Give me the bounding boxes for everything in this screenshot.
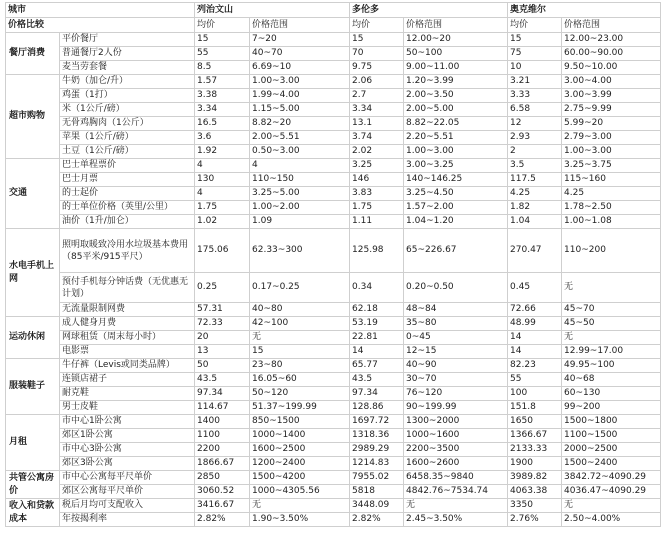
toronto-range: 1.57~2.00 (404, 201, 508, 215)
richmond-hill-avg: 1400 (195, 415, 250, 429)
category-label: 水电手机上网 (6, 229, 60, 317)
oakville-range: 3.25~3.75 (562, 159, 661, 173)
richmond-hill-avg: 1.75 (195, 201, 250, 215)
richmond-hill-range: 1.00~2.00 (250, 201, 350, 215)
toronto-avg: 125.98 (350, 229, 404, 273)
toronto-avg: 128.86 (350, 401, 404, 415)
oakville-range: 12.99~17.00 (562, 345, 661, 359)
richmond-hill-range: 1.09 (250, 215, 350, 229)
item-label: 牛仔裤（Levis或同类品牌） (60, 359, 195, 373)
oakville-range: 2.75~9.99 (562, 103, 661, 117)
richmond-hill-avg: 20 (195, 331, 250, 345)
oakville-avg: 4063.38 (508, 485, 562, 499)
item-label: 巴士单程票价 (60, 159, 195, 173)
oakville-avg: 75 (508, 47, 562, 61)
toronto-avg: 2.06 (350, 75, 404, 89)
toronto-range: 6458.35~9840 (404, 471, 508, 485)
oakville-avg: 14 (508, 331, 562, 345)
table-row (6, 61, 661, 75)
oakville-range: 2.79~3.00 (562, 131, 661, 145)
richmond-hill-avg: 50 (195, 359, 250, 373)
richmond-hill-avg: 1.92 (195, 145, 250, 159)
richmond-hill-range: 0.50~3.00 (250, 145, 350, 159)
richmond-hill-range: 1.99~4.00 (250, 89, 350, 103)
item-label: 耐克鞋 (60, 387, 195, 401)
richmond-hill-range: 42~100 (250, 317, 350, 331)
toronto-range: 65~226.67 (404, 229, 508, 273)
oakville-avg: 82.23 (508, 359, 562, 373)
oakville-range: 49.95~100 (562, 359, 661, 373)
richmond-hill-range: 50~120 (250, 387, 350, 401)
table-row (6, 331, 661, 345)
oakville-avg: 72.66 (508, 303, 562, 317)
richmond-hill-range: 1000~1400 (250, 429, 350, 443)
toronto-avg: 13.1 (350, 117, 404, 131)
toronto-range: 2.00~3.50 (404, 89, 508, 103)
table-row (6, 33, 661, 47)
richmond-hill-avg: 1.02 (195, 215, 250, 229)
richmond-hill-avg: 130 (195, 173, 250, 187)
richmond-hill-range: 6.69~10 (250, 61, 350, 75)
table-row (6, 173, 661, 187)
toronto-avg: 70 (350, 47, 404, 61)
toronto-range: 48~84 (404, 303, 508, 317)
category-label: 服装鞋子 (6, 359, 60, 415)
oakville-range: 1.78~2.50 (562, 201, 661, 215)
oakville-avg: 151.8 (508, 401, 562, 415)
toronto-range: 3.00~3.25 (404, 159, 508, 173)
table-row (6, 415, 661, 429)
oakville-range: 3842.72~4090.29 (562, 471, 661, 485)
item-label: 无骨鸡胸肉（1公斤） (60, 117, 195, 131)
richmond-hill-avg: 1100 (195, 429, 250, 443)
richmond-hill-range: 1600~2500 (250, 443, 350, 457)
item-label: 鸡蛋（1打） (60, 89, 195, 103)
oakville-range: 9.50~10.00 (562, 61, 661, 75)
toronto-avg: 65.77 (350, 359, 404, 373)
oakville-avg: 6.58 (508, 103, 562, 117)
table-row (6, 513, 661, 527)
toronto-avg: 14 (350, 345, 404, 359)
richmond-hill-avg: 1866.67 (195, 457, 250, 471)
richmond-hill-avg: 3060.52 (195, 485, 250, 499)
oakville-range: 40~68 (562, 373, 661, 387)
toronto-range: 2.00~5.00 (404, 103, 508, 117)
richmond-hill-avg: 15 (195, 33, 250, 47)
toronto-range: 4842.76~7534.74 (404, 485, 508, 499)
toronto-range: 50~100 (404, 47, 508, 61)
toronto-range: 0~45 (404, 331, 508, 345)
item-label: 市中心公寓每平尺单价 (60, 471, 195, 485)
richmond-hill-range: 40~70 (250, 47, 350, 61)
table-row (6, 429, 661, 443)
oakville-range: 无 (562, 331, 661, 345)
item-label: 普通餐厅2人份 (60, 47, 195, 61)
item-label: 郊区公寓每平尺单价 (60, 485, 195, 499)
oakville-range: 45~50 (562, 317, 661, 331)
toronto-avg: 7955.02 (350, 471, 404, 485)
richmond-hill-range: 1.00~3.00 (250, 75, 350, 89)
table-row (6, 401, 661, 415)
oakville-range: 无 (562, 273, 661, 303)
oakville-avg: 48.99 (508, 317, 562, 331)
richmond-hill-range: 51.37~199.99 (250, 401, 350, 415)
toronto-avg: 3.83 (350, 187, 404, 201)
toronto-range: 1.00~3.00 (404, 145, 508, 159)
richmond-hill-range: 1.90~3.50% (250, 513, 350, 527)
richmond-hill-avg: 43.5 (195, 373, 250, 387)
oakville-range: 3.00~4.00 (562, 75, 661, 89)
oakville-avg: 2.93 (508, 131, 562, 145)
city-label: 城市 (6, 3, 195, 18)
table-row (6, 359, 661, 373)
richmond-hill-avg: 4 (195, 187, 250, 201)
toronto-avg: 2.7 (350, 89, 404, 103)
oakville-avg: 55 (508, 373, 562, 387)
table-row (6, 373, 661, 387)
oakville-range: 1500~2400 (562, 457, 661, 471)
oakville-avg: 4.25 (508, 187, 562, 201)
oakville-avg: 3350 (508, 499, 562, 513)
richmond-hill-range: 无 (250, 499, 350, 513)
toronto-range: 140~146.25 (404, 173, 508, 187)
oakville-avg: 100 (508, 387, 562, 401)
toronto-range: 2200~3500 (404, 443, 508, 457)
table-row (6, 317, 661, 331)
toronto-range: 1.04~1.20 (404, 215, 508, 229)
table-row (6, 303, 661, 317)
city-oakville: 奥克维尔 (508, 3, 661, 18)
oakville-avg: 0.45 (508, 273, 562, 303)
toronto-range: 76~120 (404, 387, 508, 401)
oakville-avg: 12 (508, 117, 562, 131)
table-row (6, 499, 661, 513)
toronto-avg: 2.02 (350, 145, 404, 159)
oakville-range: 1100~1500 (562, 429, 661, 443)
table-row (6, 145, 661, 159)
oakville-avg: 1.82 (508, 201, 562, 215)
table-row (6, 387, 661, 401)
item-label: 预付手机每分钟话费（无优惠无计划） (60, 273, 195, 303)
oakville-range: 4.25 (562, 187, 661, 201)
richmond-hill-range: 4 (250, 159, 350, 173)
toronto-range: 无 (404, 499, 508, 513)
oakville-avg: 2 (508, 145, 562, 159)
oakville-range: 110~200 (562, 229, 661, 273)
table-row (6, 471, 661, 485)
table-row (6, 117, 661, 131)
item-label: 男士皮鞋 (60, 401, 195, 415)
price-comparison-table (5, 2, 661, 527)
item-label: 平价餐厅 (60, 33, 195, 47)
toronto-range: 2.45~3.50% (404, 513, 508, 527)
oakville-range: 45~70 (562, 303, 661, 317)
richmond-hill-range: 40~80 (250, 303, 350, 317)
oakville-range: 3.00~3.99 (562, 89, 661, 103)
item-label: 米（1公斤/磅） (60, 103, 195, 117)
richmond-hill-range: 3.25~5.00 (250, 187, 350, 201)
richmond-hill-range: 0.17~0.25 (250, 273, 350, 303)
oakville-range: 60~130 (562, 387, 661, 401)
item-label: 巴士月票 (60, 173, 195, 187)
richmond-hill-avg: 114.67 (195, 401, 250, 415)
table-row (6, 47, 661, 61)
table-row (6, 187, 661, 201)
richmond-hill-avg: 2200 (195, 443, 250, 457)
item-label: 电影票 (60, 345, 195, 359)
richmond-hill-range: 1.15~5.00 (250, 103, 350, 117)
item-label: 土豆（1公斤/磅） (60, 145, 195, 159)
item-label: 网球租赁（周末每小时） (60, 331, 195, 345)
toronto-range: 12.00~20 (404, 33, 508, 47)
item-label: 照明取暖致冷用水垃圾基本费用（85平米/915平尺） (60, 229, 195, 273)
richmond-hill-range: 1200~2400 (250, 457, 350, 471)
toronto-avg: 1318.36 (350, 429, 404, 443)
table-row (6, 273, 661, 303)
richmond-hill-range: 2.00~5.51 (250, 131, 350, 145)
richmond-hill-range: 1500~4200 (250, 471, 350, 485)
richmond-hill-range: 16.05~60 (250, 373, 350, 387)
item-label: 郊区3卧公寓 (60, 457, 195, 471)
oakville-avg: 14 (508, 345, 562, 359)
toronto-avg: 43.5 (350, 373, 404, 387)
toronto-avg: 9.75 (350, 61, 404, 75)
header-row-cities (6, 3, 661, 18)
oakville-avg: 3.21 (508, 75, 562, 89)
avg-label: 均价 (195, 18, 250, 33)
table-row (6, 457, 661, 471)
toronto-avg: 15 (350, 33, 404, 47)
richmond-hill-avg: 8.5 (195, 61, 250, 75)
richmond-hill-range: 110~150 (250, 173, 350, 187)
oakville-avg: 1.04 (508, 215, 562, 229)
oakville-range: 1500~1800 (562, 415, 661, 429)
item-label: 牛奶（加仑/升） (60, 75, 195, 89)
item-label: 市中心1卧公寓 (60, 415, 195, 429)
toronto-range: 8.82~22.05 (404, 117, 508, 131)
oakville-range: 99~200 (562, 401, 661, 415)
oakville-avg: 1900 (508, 457, 562, 471)
table-row (6, 485, 661, 499)
toronto-avg: 1.11 (350, 215, 404, 229)
category-label: 收入和贷款成本 (6, 499, 60, 527)
avg-label: 均价 (350, 18, 404, 33)
table-row (6, 159, 661, 173)
table-row (6, 229, 661, 273)
toronto-range: 1000~1600 (404, 429, 508, 443)
richmond-hill-avg: 55 (195, 47, 250, 61)
item-label: 的士单位价格（英里/公里） (60, 201, 195, 215)
range-label: 价格范围 (250, 18, 350, 33)
richmond-hill-avg: 97.34 (195, 387, 250, 401)
toronto-avg: 5818 (350, 485, 404, 499)
item-label: 年按揭利率 (60, 513, 195, 527)
oakville-range: 2.50~4.00% (562, 513, 661, 527)
toronto-avg: 2.82% (350, 513, 404, 527)
toronto-range: 12~15 (404, 345, 508, 359)
richmond-hill-avg: 3416.67 (195, 499, 250, 513)
oakville-range: 1.00~1.08 (562, 215, 661, 229)
compare-label: 价格比较 (6, 18, 195, 33)
item-label: 无流量限制网费 (60, 303, 195, 317)
category-label: 共管公寓房价 (6, 471, 60, 499)
oakville-range: 1.00~3.00 (562, 145, 661, 159)
richmond-hill-range: 62.33~300 (250, 229, 350, 273)
toronto-avg: 146 (350, 173, 404, 187)
header-row-subheads (6, 18, 661, 33)
richmond-hill-range: 7~20 (250, 33, 350, 47)
category-label: 月租 (6, 415, 60, 471)
toronto-avg: 62.18 (350, 303, 404, 317)
toronto-avg: 1.75 (350, 201, 404, 215)
toronto-range: 90~199.99 (404, 401, 508, 415)
city-toronto: 多伦多 (350, 3, 508, 18)
item-label: 连锁店裙子 (60, 373, 195, 387)
category-label: 交通 (6, 159, 60, 229)
item-label: 市中心3卧公寓 (60, 443, 195, 457)
toronto-range: 3.25~4.50 (404, 187, 508, 201)
range-label: 价格范围 (404, 18, 508, 33)
richmond-hill-range: 8.82~20 (250, 117, 350, 131)
item-label: 苹果（1公斤/磅） (60, 131, 195, 145)
oakville-range: 12.00~23.00 (562, 33, 661, 47)
oakville-avg: 117.5 (508, 173, 562, 187)
item-label: 油价（1升/加仑） (60, 215, 195, 229)
richmond-hill-range: 15 (250, 345, 350, 359)
oakville-avg: 1366.67 (508, 429, 562, 443)
toronto-avg: 97.34 (350, 387, 404, 401)
oakville-range: 4036.47~4090.29 (562, 485, 661, 499)
toronto-avg: 1697.72 (350, 415, 404, 429)
toronto-avg: 2989.29 (350, 443, 404, 457)
item-label: 麦当劳套餐 (60, 61, 195, 75)
richmond-hill-avg: 57.31 (195, 303, 250, 317)
toronto-range: 0.20~0.50 (404, 273, 508, 303)
richmond-hill-avg: 175.06 (195, 229, 250, 273)
richmond-hill-avg: 4 (195, 159, 250, 173)
oakville-avg: 3.33 (508, 89, 562, 103)
toronto-avg: 1214.83 (350, 457, 404, 471)
richmond-hill-avg: 2.82% (195, 513, 250, 527)
toronto-avg: 22.81 (350, 331, 404, 345)
oakville-avg: 10 (508, 61, 562, 75)
oakville-avg: 3.5 (508, 159, 562, 173)
category-label: 超市购物 (6, 75, 60, 159)
item-label: 成人健身月费 (60, 317, 195, 331)
richmond-hill-range: 1000~4305.56 (250, 485, 350, 499)
avg-label: 均价 (508, 18, 562, 33)
category-label: 运动休闲 (6, 317, 60, 359)
richmond-hill-range: 无 (250, 331, 350, 345)
table-row (6, 345, 661, 359)
toronto-avg: 3448.09 (350, 499, 404, 513)
item-label: 税后月均可支配收入 (60, 499, 195, 513)
toronto-range: 40~90 (404, 359, 508, 373)
richmond-hill-range: 850~1500 (250, 415, 350, 429)
richmond-hill-avg: 2850 (195, 471, 250, 485)
toronto-range: 1300~2000 (404, 415, 508, 429)
table-row (6, 443, 661, 457)
toronto-avg: 0.34 (350, 273, 404, 303)
oakville-avg: 1650 (508, 415, 562, 429)
table-row (6, 215, 661, 229)
toronto-range: 2.20~5.51 (404, 131, 508, 145)
oakville-range: 无 (562, 499, 661, 513)
range-label: 价格范围 (562, 18, 661, 33)
toronto-avg: 3.74 (350, 131, 404, 145)
item-label: 的士起价 (60, 187, 195, 201)
richmond-hill-avg: 3.6 (195, 131, 250, 145)
oakville-avg: 270.47 (508, 229, 562, 273)
toronto-range: 30~70 (404, 373, 508, 387)
oakville-range: 2000~2500 (562, 443, 661, 457)
toronto-avg: 53.19 (350, 317, 404, 331)
category-label: 餐厅消费 (6, 33, 60, 75)
item-label: 郊区1卧公寓 (60, 429, 195, 443)
table-body (6, 33, 661, 527)
table-row (6, 201, 661, 215)
richmond-hill-avg: 3.34 (195, 103, 250, 117)
oakville-range: 5.99~20 (562, 117, 661, 131)
richmond-hill-avg: 13 (195, 345, 250, 359)
toronto-avg: 3.34 (350, 103, 404, 117)
city-richmond-hill: 列治文山 (195, 3, 350, 18)
toronto-range: 35~80 (404, 317, 508, 331)
toronto-range: 1.20~3.99 (404, 75, 508, 89)
table-row (6, 75, 661, 89)
richmond-hill-avg: 16.5 (195, 117, 250, 131)
toronto-range: 1600~2600 (404, 457, 508, 471)
richmond-hill-range: 23~80 (250, 359, 350, 373)
richmond-hill-avg: 3.38 (195, 89, 250, 103)
oakville-avg: 15 (508, 33, 562, 47)
toronto-range: 9.00~11.00 (404, 61, 508, 75)
table-row (6, 103, 661, 117)
table-row (6, 131, 661, 145)
oakville-range: 60.00~90.00 (562, 47, 661, 61)
richmond-hill-avg: 0.25 (195, 273, 250, 303)
oakville-avg: 2.76% (508, 513, 562, 527)
oakville-avg: 3989.82 (508, 471, 562, 485)
richmond-hill-avg: 72.33 (195, 317, 250, 331)
richmond-hill-avg: 1.57 (195, 75, 250, 89)
oakville-range: 115~160 (562, 173, 661, 187)
table-row (6, 89, 661, 103)
oakville-avg: 2133.33 (508, 443, 562, 457)
toronto-avg: 3.25 (350, 159, 404, 173)
